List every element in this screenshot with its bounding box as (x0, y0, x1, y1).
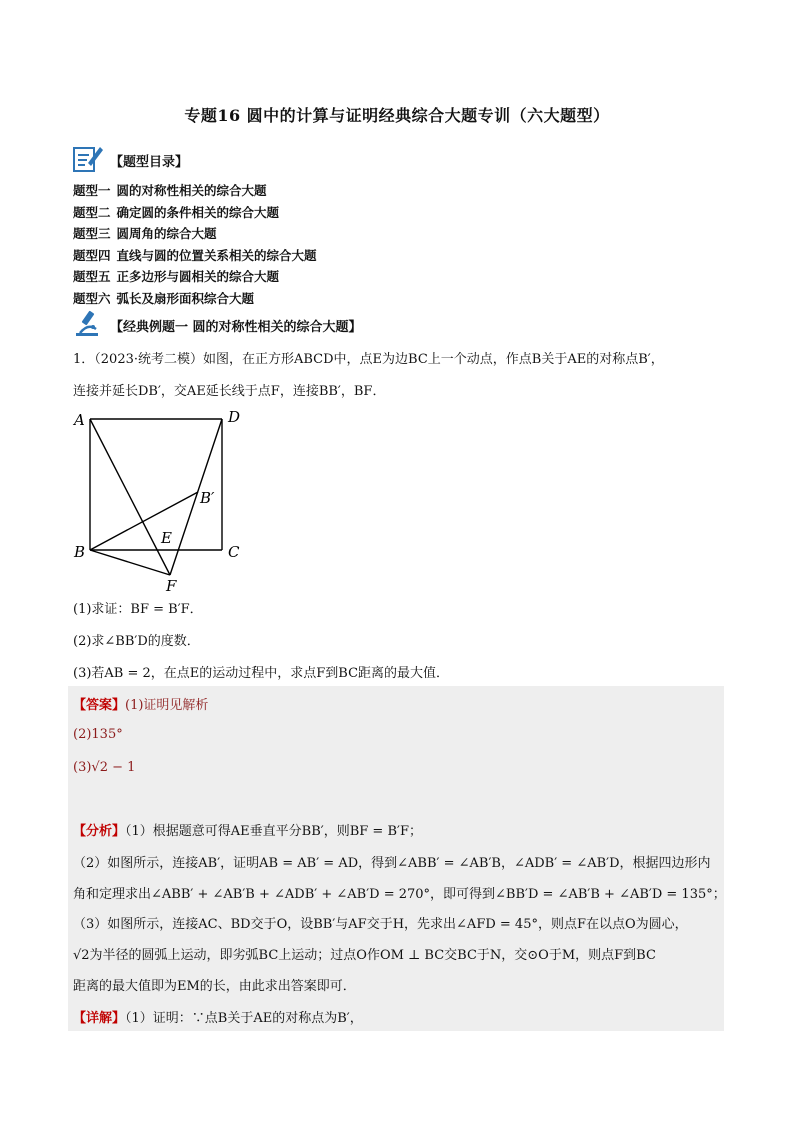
toc-header-label: 【题型目录】 (110, 154, 189, 170)
question-line-1: 1．（2023·统考二模）如图，在正方形ABCD中，点E为边BC上一个动点，作点B关于AE的对称点B′， (73, 352, 664, 367)
toc-item[interactable]: 题型四 直线与圆的位置关系相关的综合大题 (73, 247, 317, 263)
answer-line-1 (73, 694, 208, 713)
analysis-line-1: 【分析】（1）根据题意可得AE垂直平分BB′，则BF = B′F； (73, 824, 422, 839)
point-label-E: E (161, 529, 172, 547)
microscope-icon (72, 309, 104, 341)
point-label-B: B (74, 543, 86, 561)
toc-header (72, 143, 188, 177)
example-header-label: 【经典例题一 圆的对称性相关的综合大题】 (110, 319, 362, 335)
point-label-B-prime: B′ (200, 489, 215, 507)
analysis-line-2: （2）如图所示，连接AB′，证明AB = AB′ = AD，得到∠ABB′ = ∠AB′B，∠ADB′ = ∠AB′D，根据四边形内 (73, 856, 711, 871)
example-header (72, 309, 362, 341)
toc-item[interactable]: 题型六 弧长及扇形面积综合大题 (73, 290, 255, 306)
answer-1: (1)证明见解析 (125, 698, 209, 713)
answer-3: (3)√2 − 1 (73, 760, 136, 775)
answer-tag: 【答案】 (73, 698, 126, 713)
question-line-2: 连接并延长DB′，交AE延长线于点F，连接BB′，BF． (73, 384, 386, 399)
toc-item[interactable]: 题型一 圆的对称性相关的综合大题 (73, 183, 267, 198)
point-label-D: D (228, 408, 241, 426)
analysis-line-5: √2为半径的圆弧上运动，即劣弧BC上运动；过点O作OM ⊥ BC交BC于N，交⊙O于M，则点F到BC (73, 948, 656, 963)
point-label-C: C (228, 543, 240, 561)
subquestion-1: (1)求证：BF = B′F． (73, 602, 203, 617)
toc-list (73, 180, 317, 309)
segment-AF (90, 419, 170, 575)
analysis-line-3: 角和定理求出∠ABB′ + ∠AB′B + ∠ADB′ + ∠AB′D = 270°，即可得到∠BB′D = ∠AB′B + ∠AB′D = 135°； (73, 887, 726, 902)
toc-item[interactable]: 题型五 正多边形与圆相关的综合大题 (73, 269, 280, 284)
subquestion-2: (2)求∠BB′D的度数． (73, 634, 200, 649)
toc-item[interactable]: 题型二 确定圆的条件相关的综合大题 (73, 204, 280, 220)
analysis-line-4: （3）如图所示，连接AC、BD交于O，设BB′与AF交于H，先求出∠AFD = 45°，则点F在以点O为圆心， (73, 917, 688, 932)
subquestion-3: (3)若AB = 2，在点E的运动过程中，求点F到BC距离的最大值． (73, 666, 450, 681)
analysis-line-6: 距离的最大值即为EM的长，由此求出答案即可． (73, 979, 356, 994)
detail-tag: 【详解】 (73, 1011, 126, 1026)
toc-item[interactable]: 题型三 圆周角的综合大题 (73, 226, 217, 241)
analysis-tag: 【分析】 (73, 824, 126, 839)
geometry-figure (70, 405, 260, 599)
point-label-F: F (166, 577, 177, 595)
answer-2: (2)135° (73, 727, 123, 742)
segment-BF (90, 550, 170, 575)
point-label-A: A (74, 411, 85, 429)
notebook-pencil-icon (72, 143, 104, 177)
page-title: 专题16 圆中的计算与证明经典综合大题专训（六大题型） (184, 106, 610, 125)
detail-line-1: 【详解】（1）证明：∵点B关于AE的对称点为B′， (73, 1011, 363, 1026)
